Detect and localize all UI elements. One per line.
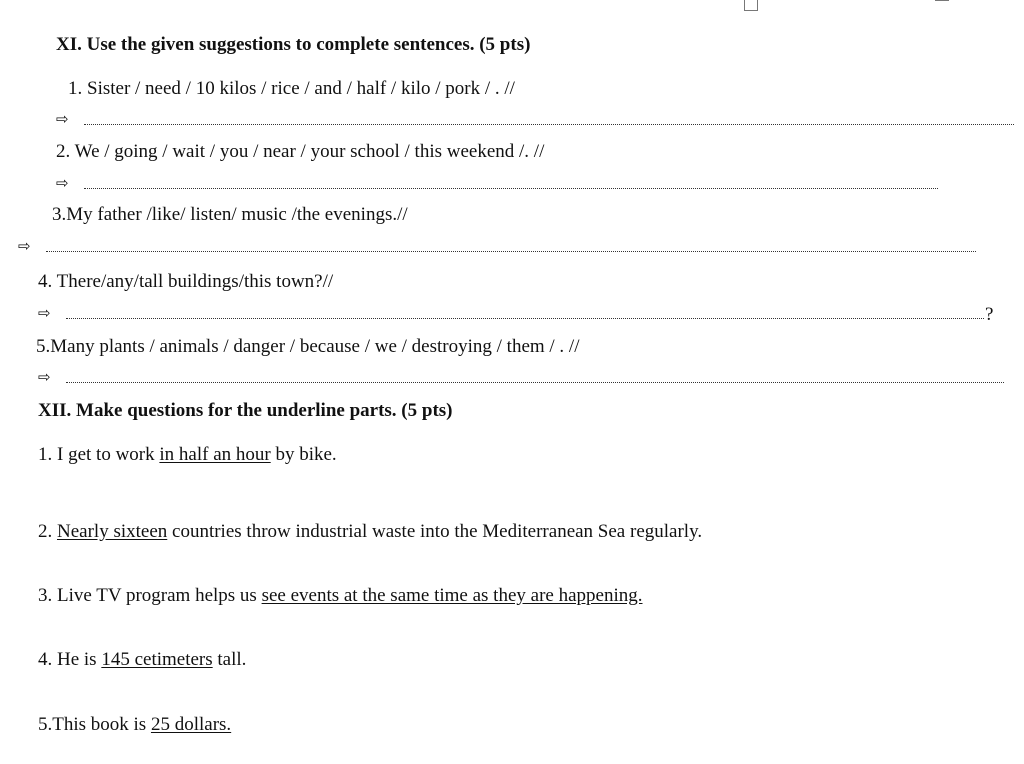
answer-arrow-icon: ⇨ xyxy=(56,110,69,128)
xi-item-5-answer-line[interactable] xyxy=(66,382,1004,383)
xi-item-2-prompt: 2. We / going / wait / you / near / your school / this weekend /. // xyxy=(56,141,545,162)
xi-item-3-answer-line[interactable] xyxy=(46,251,976,252)
xi-item-4-answer-line[interactable] xyxy=(66,318,984,319)
xii-item-4-after: tall. xyxy=(212,649,247,670)
xii-item-3 xyxy=(38,584,643,608)
xii-item-2 xyxy=(38,520,702,544)
xi-item-1-answer-line[interactable] xyxy=(84,124,1014,125)
xii-item-4 xyxy=(38,648,246,672)
xi-item-3-prompt: 3.My father /like/ listen/ music /the evenings.// xyxy=(52,204,408,225)
xii-item-1-underlined: in half an hour xyxy=(159,444,271,465)
xii-item-2-after: countries throw industrial waste into the Mediterranean Sea regularly. xyxy=(167,521,703,542)
xi-item-4-prompt: 4. There/any/tall buildings/this town?// xyxy=(38,271,334,292)
section-xi-heading: XI. Use the given suggestions to complete sentences. (5 pts) xyxy=(56,34,531,55)
page-edge-mark xyxy=(935,0,949,1)
xi-item-2-answer-line[interactable] xyxy=(84,188,938,189)
xii-item-2-underlined: Nearly sixteen xyxy=(57,521,168,542)
answer-arrow-icon: ⇨ xyxy=(38,304,51,322)
page-corner-mark xyxy=(744,0,758,11)
xi-item-4-question-mark: ? xyxy=(985,304,994,325)
xii-item-1-after: by bike. xyxy=(270,444,337,465)
xii-item-2-before: 2. xyxy=(38,521,57,542)
xii-item-5 xyxy=(38,713,231,737)
answer-arrow-icon: ⇨ xyxy=(56,174,69,192)
xi-item-5-prompt: 5.Many plants / animals / danger / because / we / destroying / them / . // xyxy=(36,336,580,357)
xii-item-4-before: 4. He is xyxy=(38,649,102,670)
answer-arrow-icon: ⇨ xyxy=(38,368,51,386)
xii-item-5-before: 5.This book is xyxy=(38,714,151,735)
xii-item-1 xyxy=(38,443,337,467)
xii-item-3-before: 3. Live TV program helps us xyxy=(38,585,262,606)
xii-item-5-underlined: 25 dollars. xyxy=(150,714,232,735)
section-xii-heading: XII. Make questions for the underline parts. (5 pts) xyxy=(38,400,453,421)
xii-item-4-underlined: 145 cetimeters xyxy=(101,649,213,670)
xii-item-3-underlined: see events at the same time as they are happening. xyxy=(261,585,643,606)
answer-arrow-icon: ⇨ xyxy=(18,237,31,255)
xii-item-1-before: 1. I get to work xyxy=(38,444,160,465)
xi-item-1-prompt: 1. Sister / need / 10 kilos / rice / and / half / kilo / pork / . // xyxy=(68,78,515,99)
